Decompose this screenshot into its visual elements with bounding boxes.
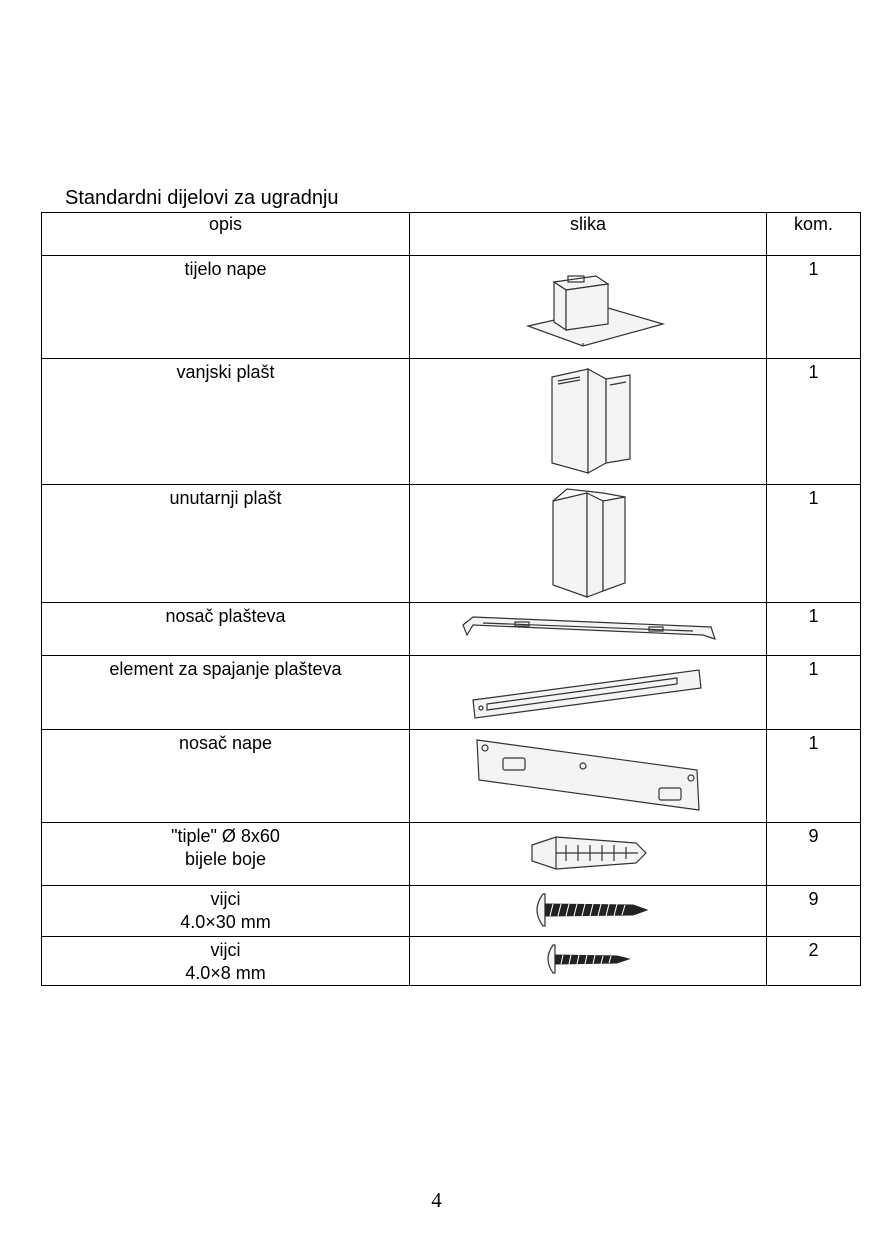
header-picture: slika [410,213,767,256]
part-name: unutarnji plašt [169,488,282,508]
part-size: 4.0×8 mm [185,963,266,983]
part-name: nosač nape [178,733,273,753]
part-quantity: 9 [767,886,861,937]
table-row [42,823,861,886]
part-quantity: 1 [767,485,861,603]
header-description: opis [42,213,410,256]
part-name: vijci [210,940,241,960]
section-title: Standardni dijelovi za ugradnju [65,187,339,209]
table-row [42,256,861,359]
part-picture [410,937,767,986]
part-quantity: 1 [767,359,861,485]
part-name: "tiple" Ø 8x60 [171,826,280,846]
part-description [42,937,410,986]
outer-chimney-cover-icon [528,359,648,483]
part-picture [410,730,767,823]
table-row [42,359,861,485]
part-description [42,256,410,359]
parts-table [41,212,861,986]
table-row [42,937,861,986]
part-name: vijci [210,889,241,909]
part-description [42,485,410,603]
part-name: nosač plašteva [165,606,286,626]
part-picture [410,823,767,886]
part-picture [410,256,767,359]
part-description [42,886,410,937]
part-description [42,730,410,823]
part-size: 4.0×30 mm [180,912,271,932]
cover-connector-icon [463,656,713,726]
short-screw-icon [533,937,643,983]
part-picture [410,485,767,603]
long-screw-icon [523,886,653,934]
part-quantity: 1 [767,656,861,730]
hood-body-icon [498,256,678,356]
table-row [42,656,861,730]
part-picture [410,603,767,656]
wall-plug-icon [518,823,658,883]
table-row [42,730,861,823]
hood-bracket-icon [463,730,713,820]
inner-chimney-cover-icon [533,485,643,599]
table-row [42,886,861,937]
part-quantity: 1 [767,730,861,823]
table-row [42,603,861,656]
part-name: tijelo nape [184,259,267,279]
part-color: bijele boje [184,849,267,869]
part-quantity: 9 [767,823,861,886]
table-row [42,485,861,603]
part-name: vanjski plašt [176,362,275,382]
part-picture [410,656,767,730]
part-picture [410,886,767,937]
part-description [42,656,410,730]
table-header-row [42,213,861,256]
part-quantity: 1 [767,256,861,359]
part-quantity: 1 [767,603,861,656]
part-description [42,359,410,485]
part-description [42,823,410,886]
cover-bracket-icon [453,603,723,653]
part-description [42,603,410,656]
part-name: element za spajanje plašteva [109,659,342,679]
page-number: 4 [431,1188,442,1212]
header-quantity: kom. [767,213,861,256]
part-quantity: 2 [767,937,861,986]
part-picture [410,359,767,485]
